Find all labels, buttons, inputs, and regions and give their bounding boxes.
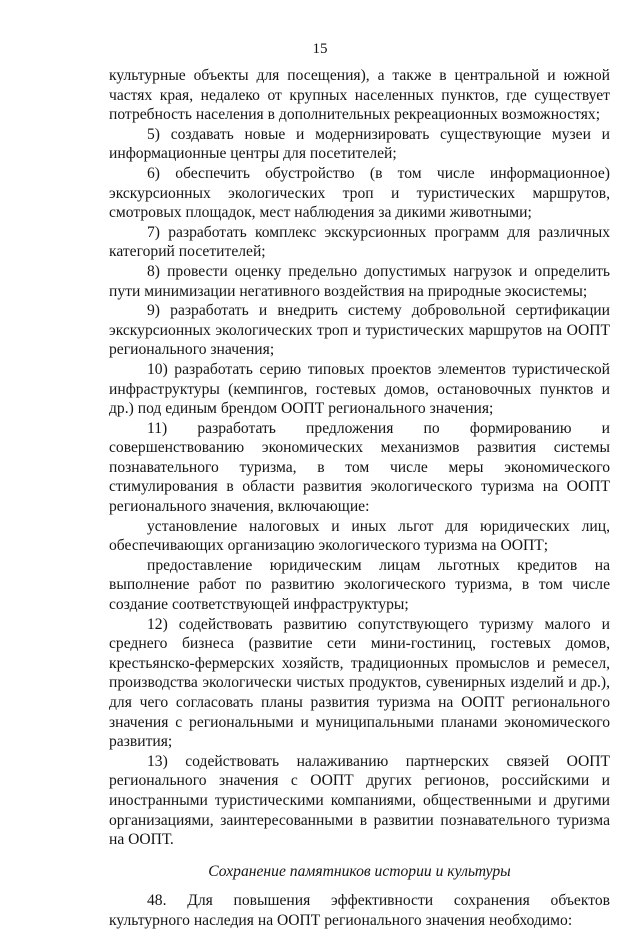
paragraph-item-10: 10) разработать серию типовых проектов элементов туристической инфраструктуры (кемпингов, гостевых домов, остановочных пунктов и др.) под единым брендом ООПТ регионального значения; <box>109 360 610 418</box>
paragraph-48: 48. Для повышения эффективности сохранения объектов культурного наследия на ООПТ регионального значения необходимо: <box>109 892 610 929</box>
paragraph-item-13: 13) содействовать налаживанию партнерских связей ООПТ регионального значения с ООПТ других регионов, российскими и иностранными туристическими компаниями, общественными и другими организациями, заинтересованными в развитии познавательного туризма на ООПТ. <box>109 752 610 849</box>
paragraph-item-8: 8) провести оценку предельно допустимых нагрузок и определить пути минимизации негативного воздействия на природные экосистемы; <box>109 262 610 300</box>
document-body <box>109 66 610 931</box>
section-heading: Сохранение памятников истории и культуры <box>208 862 511 880</box>
paragraph-subitem-credits: предоставление юридическим лицам льготных кредитов на выполнение работ по развитию экологического туризма, в том числе создание соответствующей инфраструктуры; <box>109 556 610 614</box>
paragraph-item-11: 11) разработать предложения по формированию и совершенствованию экономических механизмов развития системы познавательного туризма, в том числе меры экономического стимулирования в области развития экологического туризма на ООПТ регионального значения, включающие: <box>109 419 610 516</box>
paragraph-item-12: 12) содействовать развитию сопутствующего туризму малого и среднего бизнеса (развитие сети мини-гостиниц, гостевых домов, крестьянско-фермерских хозяйств, традиционных промыслов и ремесел, производства экологически чистых продуктов, сувенирных изделий и др.), для чего согласовать планы развития туризма на ООПТ региональногo значения с региональными и муниципальными планами экономического развития; <box>109 615 610 751</box>
paragraph-item-5: 5) создавать новые и модернизировать существующие музеи и информационные центры для посетителей; <box>109 125 610 163</box>
paragraph-item-6: 6) обеспечить обустройство (в том числе информационное) экскурсионных экологических троп и туристических маршрутов, смотровых площадок, мест наблюдения за дикими животными; <box>109 164 610 222</box>
paragraph-item-9: 9) разработать и внедрить систему добровольной сертификации экскурсионных экологических троп и туристических маршрутов на ООПТ регионального значения; <box>109 302 610 359</box>
paragraph-subitem-tax-benefits: установление налоговых и иных льгот для юридических лиц, обеспечивающих организацию экологического туризма на ООПТ; <box>109 517 610 555</box>
page-number: 15 <box>312 41 328 57</box>
paragraph-continuation: культурные объекты для посещения), а также в центральной и южной частях края, недалеко от крупных населенных пунктов, где существует потребность населения в дополнительных рекреационных возможностях; <box>109 67 610 124</box>
paragraph-item-7: 7) разработать комплекс экскурсионных программ для различных категорий посетителей; <box>109 223 610 261</box>
